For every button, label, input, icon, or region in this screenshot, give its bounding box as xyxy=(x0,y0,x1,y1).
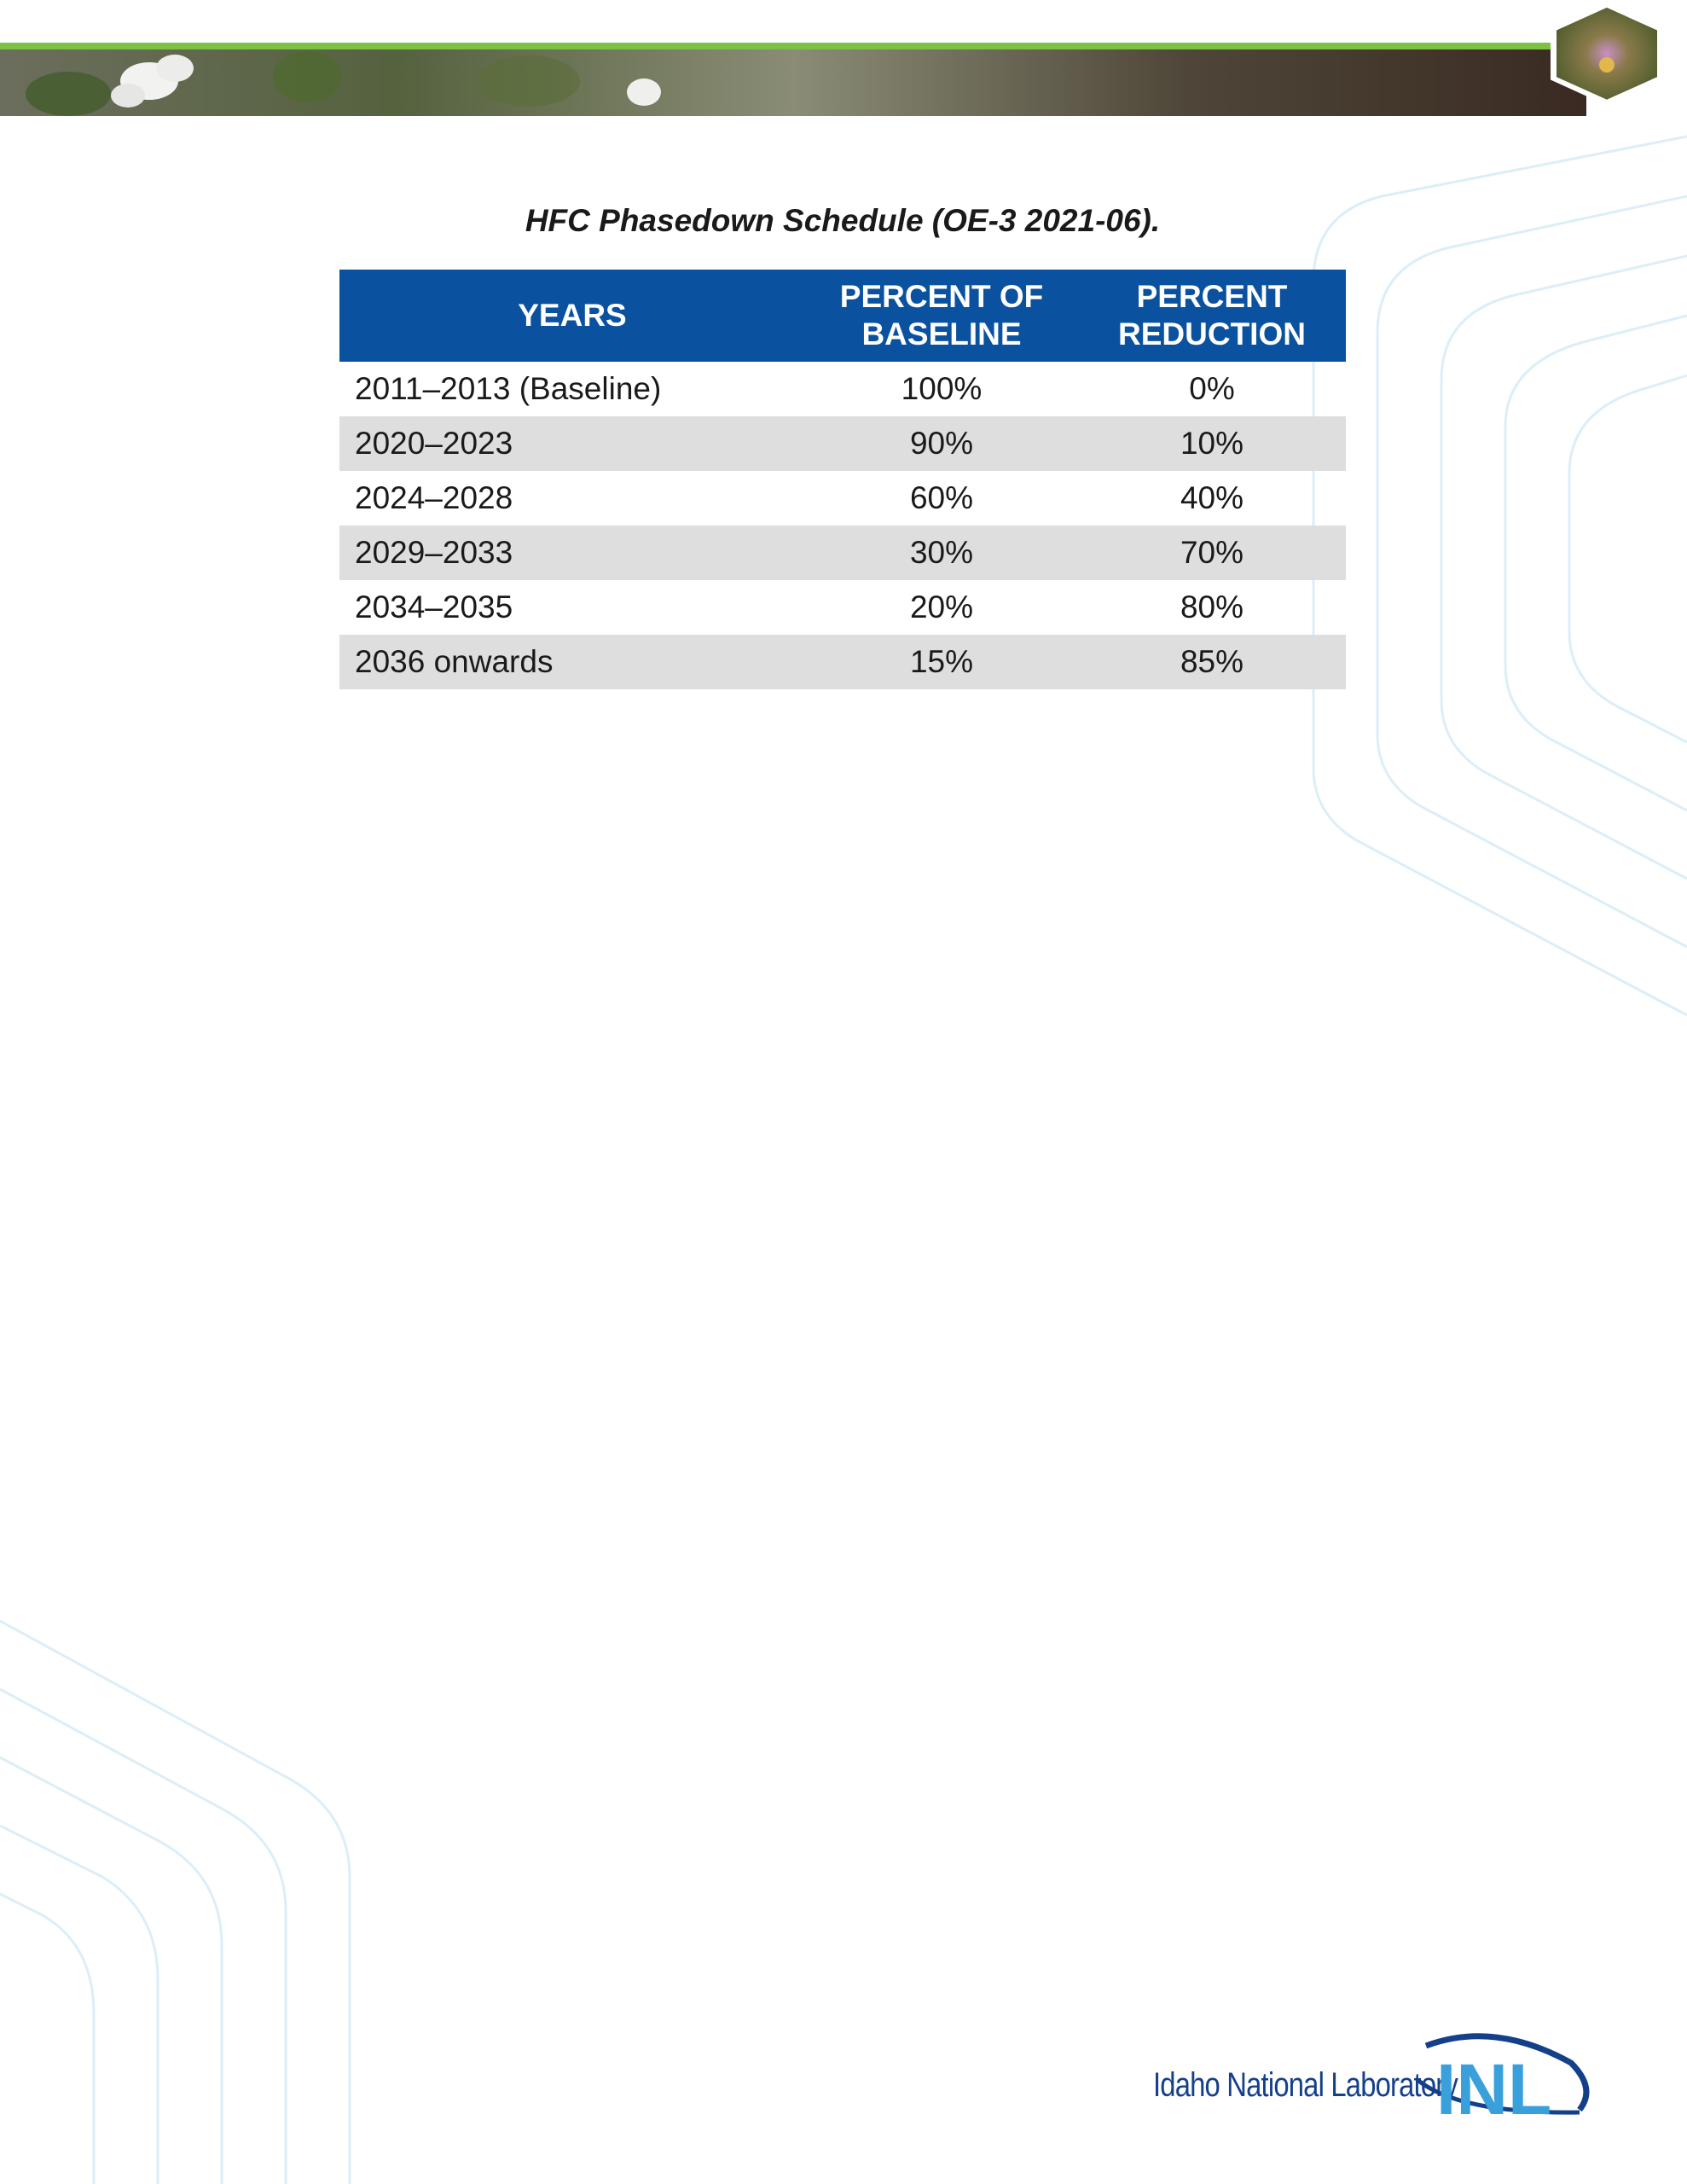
cell-percent-of-baseline: 90% xyxy=(805,416,1078,471)
cell-percent-reduction: 0% xyxy=(1189,371,1235,406)
header-banner xyxy=(0,0,1687,119)
cell-percent-reduction: 70% xyxy=(1078,526,1346,580)
header-percent-reduction-line2: REDUCTION xyxy=(1118,317,1306,351)
header-percent-reduction xyxy=(1078,270,1346,362)
hfc-phasedown-table xyxy=(339,270,1346,689)
cell-years: 2024–2028 xyxy=(355,480,513,515)
cell-percent-reduction: 85% xyxy=(1078,635,1346,689)
header-percent-of-baseline xyxy=(805,270,1078,362)
table-row xyxy=(339,362,1346,416)
header-percent-of-baseline-line1: PERCENT OF xyxy=(839,279,1044,314)
cell-percent-of-baseline: 60% xyxy=(909,480,974,515)
cell-percent-of-baseline: 20% xyxy=(909,590,974,624)
table-row xyxy=(339,526,1346,580)
header-percent-reduction-line1: PERCENT xyxy=(1136,279,1288,314)
header-years xyxy=(339,270,805,362)
inl-logo xyxy=(1153,2029,1597,2123)
table-row xyxy=(339,580,1346,635)
cell-years: 2029–2033 xyxy=(339,526,805,580)
table-row xyxy=(339,416,1346,471)
table-row xyxy=(339,635,1346,689)
cell-years: 2034–2035 xyxy=(355,590,513,624)
cell-years: 2011–2013 (Baseline) xyxy=(355,371,662,406)
logo-mark-text: INL xyxy=(1436,2049,1552,2123)
banner-photo-strip xyxy=(0,49,1586,116)
header-percent-of-baseline-line2: BASELINE xyxy=(861,317,1022,351)
cell-percent-reduction: 10% xyxy=(1078,416,1346,471)
cell-percent-reduction: 40% xyxy=(1180,480,1244,515)
cell-percent-of-baseline: 100% xyxy=(901,371,983,406)
cell-percent-of-baseline: 15% xyxy=(805,635,1078,689)
table-caption: HFC Phasedown Schedule (OE-3 2021-06). xyxy=(525,203,1161,238)
banner-green-stripe xyxy=(0,43,1586,49)
header-years-label: YEARS xyxy=(518,298,627,333)
cell-percent-of-baseline: 30% xyxy=(805,526,1078,580)
cell-percent-reduction: 80% xyxy=(1180,590,1244,624)
table-row xyxy=(339,471,1346,526)
logo-text: Idaho National Laboratory xyxy=(1153,2066,1458,2104)
cell-years: 2036 onwards xyxy=(339,635,805,689)
cell-years: 2020–2023 xyxy=(339,416,805,471)
inl-logo-mark-icon xyxy=(1409,2029,1597,2123)
table-header-row xyxy=(339,270,1346,362)
